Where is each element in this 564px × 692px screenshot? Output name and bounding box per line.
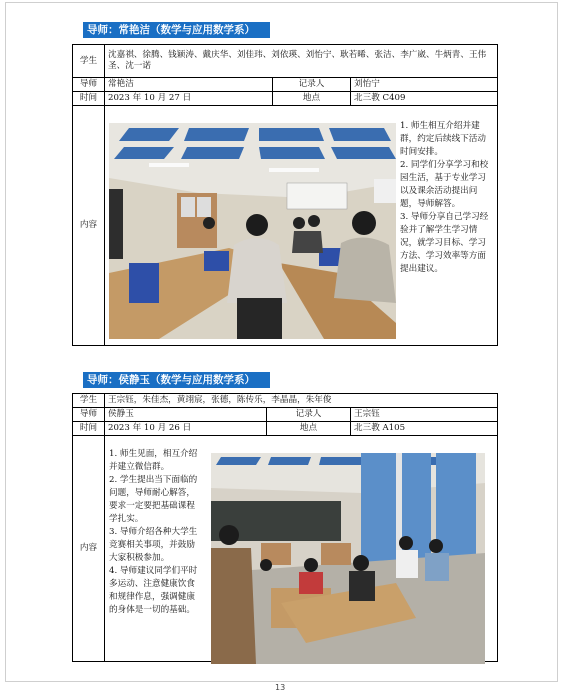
content-label: 内容 bbox=[73, 436, 105, 662]
place-label: 地点 bbox=[267, 422, 351, 436]
note-item: 4. 导师建议同学们平时多运动、注意健康饮食和规律作息，强调健康的身体是一切的基础。 bbox=[109, 566, 198, 615]
recorder-name: 王宗钰 bbox=[351, 408, 498, 422]
meeting-time: 2023 年 10 月 26 日 bbox=[105, 422, 267, 436]
mentor-banner-1: 导师：常艳洁（数学与应用数学系） bbox=[83, 22, 270, 38]
mentor-label: 导师 bbox=[73, 78, 105, 92]
students-list: 王宗钰，朱佳杰，黄翊宸，张德，陈传乐，李晶晶，朱年俊 bbox=[105, 394, 498, 408]
students-label: 学生 bbox=[73, 394, 105, 408]
meeting-place: 北三教 C409 bbox=[351, 92, 498, 106]
mentor-name: 侯静玉 bbox=[105, 408, 267, 422]
mentor-label: 导师 bbox=[73, 408, 105, 422]
recorder-label: 记录人 bbox=[273, 78, 351, 92]
meeting-time: 2023 年 10 月 27 日 bbox=[105, 92, 273, 106]
note-item: 1. 师生见面，相互介绍并建立微信群。 bbox=[109, 449, 198, 472]
meeting-place: 北三教 A105 bbox=[351, 422, 498, 436]
note-item: 3. 导师分享自己学习经验并了解学生学习情况，就学习目标、学习方法、学习效率等方面提出建议。 bbox=[400, 212, 489, 274]
content-notes bbox=[400, 120, 492, 276]
note-item: 3. 导师介绍各种大学生竞赛相关事项，并鼓励大家积极参加。 bbox=[109, 527, 198, 563]
content-label: 内容 bbox=[73, 106, 105, 346]
classroom-photo-2 bbox=[211, 453, 485, 664]
note-item: 2. 学生提出当下面临的问题，导师耐心解答，要求一定要把基础课程学扎实。 bbox=[109, 475, 198, 524]
note-item: 2. 同学们分享学习和校园生活，基于专业学习以及课余活动提出问题，导师解答。 bbox=[400, 160, 489, 209]
place-label: 地点 bbox=[273, 92, 351, 106]
classroom-photo-1 bbox=[109, 123, 396, 339]
time-label: 时间 bbox=[73, 422, 105, 436]
students-list: 沈嘉祺、徐腾、钱颖涛、戴庆华、刘佳玮、刘依瑛、刘怡宁、耿若晞、张洁、李广崴、牛炳青、王伟圣、沈一诺 bbox=[105, 45, 498, 78]
mentor-name: 常艳洁 bbox=[105, 78, 273, 92]
students-label: 学生 bbox=[73, 45, 105, 78]
mentor-banner-2: 导师：侯静玉（数学与应用数学系） bbox=[83, 372, 270, 388]
time-label: 时间 bbox=[73, 92, 105, 106]
recorder-name: 刘怡宁 bbox=[351, 78, 498, 92]
note-item: 1. 师生相互介绍并建群，约定后续线下活动时间安排。 bbox=[400, 121, 486, 157]
recorder-label: 记录人 bbox=[267, 408, 351, 422]
page-number: 13 bbox=[275, 683, 286, 692]
content-notes bbox=[109, 448, 201, 617]
